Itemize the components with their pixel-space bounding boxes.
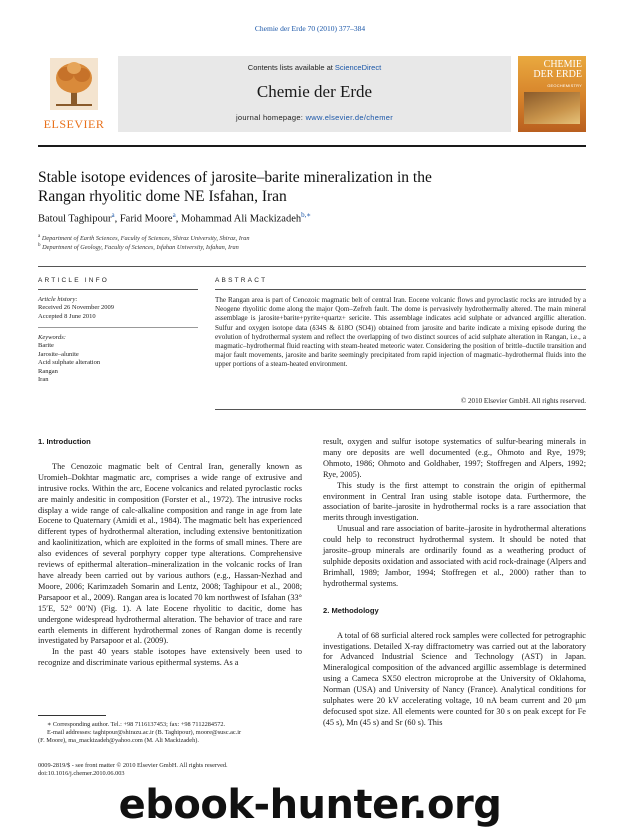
received-date: Received 26 November 2009 — [38, 304, 114, 312]
author-separator: , — [175, 213, 181, 225]
affiliation — [38, 243, 586, 251]
email-addresses-cont[interactable]: (F. Moore), ma_mackizadeh@yahoo.com (M. Ali Mackizadeh). — [38, 737, 199, 744]
journal-cover-image[interactable] — [518, 56, 586, 132]
body-left-column — [38, 437, 302, 669]
article-history — [38, 296, 198, 321]
section-heading-introduction: 1. Introduction — [38, 437, 91, 446]
article-info-heading: ARTICLE INFO — [38, 277, 110, 284]
keyword: Rangan — [38, 367, 58, 375]
elsevier-tree-icon — [50, 58, 98, 110]
keyword: Iran — [38, 376, 49, 384]
keyword: Jarosite–alunite — [38, 350, 79, 358]
abstract-rule — [215, 289, 586, 290]
doi-link[interactable]: doi:10.1016/j.chemer.2010.06.003 — [38, 770, 125, 777]
contents-prefix: Contents lists available at — [247, 63, 335, 72]
article-title — [38, 168, 586, 206]
methods-paragraph-1: A total of 68 surficial altered rock samples were collected for petrographic investigations. Detailed X-ray diffractometry was carried out at the laboratory for Advanced Industrial Science and Technology (AST) in Japan. Mineralogical composition of the advanced argillic assemblage is determined using a Cameca SX50 electron microprobe at the University of Oklahoma, Norman (USA) and University of Nancy (France). Analytical conditions for sulphates were 20 kV accelerating voltage, 10 nA beam current and 20 μm defocused spot size. All elements were counted for 30 s on peak except for Fe (45 s), Mn (45 s) and Sr (60 s). This — [323, 630, 586, 727]
affiliation-text: Department of Earth Sciences, Faculty of Sciences, Shiraz University, Shiraz, Iran — [41, 235, 250, 243]
author-affiliation-mark[interactable]: a — [172, 211, 176, 219]
author-affiliation-mark[interactable]: b,∗ — [301, 211, 312, 219]
accepted-date: Accepted 8 June 2010 — [38, 312, 96, 320]
abstract-text: The Rangan area is part of Cenozoic magmatic belt of central Iran. Eocene volcanic flows and pyroclastic rocks are intruded by a Neogene rhyolitic dome along the major Qom–Zefreh fault. The dome is pervasively hydrothermally altered. The main mineral assemblage is jarosite+barite+pyrite+quartz+ sericite. This assemblage indicates acid sulphate or advanced argillic alteration. Sulfur and oxygen isotope data (δ34S & δ18O (SO4)) obtained from jarosite and barite indicate a mixing episode during the evolution of hydrothermal system and reflect the overlapping of two distinct sources of acid sulphate alteration in Rangan, i.e., a magmatic–hydrothermal fluid reacting with steam-heated meteoric water. Considering the position of brittle–ductile transition and major fault movements, jarosite and barite seemingly precipitated from rapid injection of magmatic–hydrothermal fluids into the upper portions of a steam-heated environment. — [215, 296, 586, 369]
author-name: Farid Moore — [119, 213, 173, 225]
cover-title-line1: CHEMIE — [543, 59, 582, 70]
author-separator: , — [114, 213, 120, 225]
issn-line: 0009-2819/$ - see front matter © 2010 Elsevier GmbH. All rights reserved. — [38, 762, 228, 769]
journal-reference[interactable]: Chemie der Erde 70 (2010) 377–384 — [254, 24, 366, 33]
cover-photo — [524, 92, 580, 124]
homepage-link[interactable]: www.elsevier.de/chemer — [305, 113, 394, 122]
cover-title — [533, 60, 582, 80]
affiliation-mark: a — [38, 234, 41, 239]
journal-homepage — [118, 113, 511, 122]
abstract-copyright: © 2010 Elsevier GmbH. All rights reserved. — [460, 397, 586, 405]
keyword: Acid sulphate alteration — [38, 359, 101, 367]
affiliation — [38, 234, 586, 242]
cover-subtitle: GEOCHEMISTRY — [547, 83, 582, 88]
abstract-bottom-rule — [215, 409, 586, 410]
author-affiliation-mark[interactable]: a — [111, 211, 115, 219]
email-addresses[interactable]: E-mail addresses: taghipour@shirazu.ac.ir (B. Taghipour), moore@susc.ac.ir — [47, 729, 242, 736]
info-divider — [38, 327, 198, 328]
journal-header-box — [118, 56, 511, 132]
cover-title-line2: DER ERDE — [533, 69, 582, 80]
footnotes — [38, 721, 302, 745]
author-list — [38, 211, 586, 225]
section-divider — [38, 266, 586, 267]
keywords-label: Keywords: — [38, 334, 66, 341]
intro-paragraph-2: In the past 40 years stable isotopes have extensively been used to recognize and discriminate various epithermal systems. As a — [38, 647, 302, 668]
watermark-text: ebook-hunter.org — [118, 782, 502, 827]
issn-block — [38, 762, 302, 778]
homepage-prefix: journal homepage: — [235, 113, 306, 122]
article-title-line1: Stable isotope evidences of jarosite–barite mineralization in the — [38, 169, 432, 186]
abstract-heading: ABSTRACT — [215, 277, 268, 284]
body-right-column — [323, 437, 586, 729]
corresponding-author-note: ∗ Corresponding author. Tel.: +98 7116137453; fax: +98 7112284572. — [47, 721, 226, 728]
author-name: Batoul Taghipour — [38, 213, 112, 225]
elsevier-logo[interactable] — [38, 56, 110, 132]
article-history-label: Article history: — [38, 296, 78, 303]
journal-title: Chemie der Erde — [256, 82, 373, 101]
footnote-rule — [38, 715, 106, 716]
header-divider — [38, 145, 586, 147]
keywords-block — [38, 334, 198, 384]
intro-paragraph-4: This study is the first attempt to constrain the origin of epithermal environment in Central Iran using stable isotope data. Furthermore, the association of barite–jarosite in hydrothermal rocks is a rare association that merits through investigation. — [323, 480, 586, 523]
intro-paragraph-1: The Cenozoic magmatic belt of Central Iran, generally known as Uromieh–Dokhtar magmatic arc, comprises a wide range of extrusive and intrusive rocks. Within the arc, Eocene volcanics and related pyroclastic rocks are mainly andesitic in composition (Forster et al., 1972). The intrusive rocks display a wide range of calc-alkaline composition and range in age from late Eocene to Quaternary (Amidi et al., 1984). The magmatic belt has experienced different types of hydrothermal alteration, including extensive bentonitization and kaolinitization, which are exploited in the forms of small mines. There are also evidences of several porphyry copper type alterations. Comprehensive reviews of epithermal alteration–mineralization in the volcanic rocks of Iran have already been carried out by various authors (e.g., Hassan-Nezhad and Moore, 2006; Karimzadeh Somarin and Lentz, 2008; Taghipour et al., 2008; Parsapoor et al., 2009). Rangan area is located 70 km northwest of Isfahan (33° 15′E, 52° 00′N) (Fig. 1). A late Eocene rhyolitic to dacitic, dome has undergone widespread hydrothermal alteration. The behavior of trace and rare earth elements in different hydrothermal zones of Rangan dome is recently investigated by Parsapoor et al. (2009). — [38, 461, 302, 646]
affiliation-text: Department of Geology, Faculty of Sciences, Isfahan University, Isfahan, Iran — [42, 244, 239, 252]
author-name: Mohammad Ali Mackizadeh — [180, 213, 302, 225]
contents-line — [118, 63, 511, 72]
article-info-rule — [38, 289, 198, 290]
journal-header — [38, 56, 586, 134]
sciencedirect-link[interactable]: ScienceDirect — [334, 63, 382, 72]
elsevier-wordmark: ELSEVIER — [43, 117, 105, 131]
intro-paragraph-3: result, oxygen and sulfur isotope systematics of sulfur-bearing minerals in many ore deposits are well documented (e.g., Ohmoto and Rye, 1979; Ohmoto, 1986; Ohmoto and Goldhaber, 1997; Stoffregen and Alpers, 1992; Rye, 2005). — [323, 437, 586, 479]
article-title-line2: Rangan rhyolitic dome NE Isfahan, Iran — [38, 188, 287, 205]
section-heading-methodology: 2. Methodology — [323, 605, 379, 615]
affiliation-mark: b — [38, 243, 41, 248]
keyword: Barite — [38, 342, 54, 350]
intro-paragraph-5: Unusual and rare association of barite–jarosite in hydrothermal alterations could help to reconstruct hydrothermal system. It should be noted that jarosite–group minerals are ordinarily found as a weathering product of sulphide deposits oxidation and associated with acid rock-drainage (Alpers and Brimhall, 1989; Jambor, 1994; Stoffregen et al., 2000) rather than to hydrothermal systems. — [323, 524, 586, 588]
